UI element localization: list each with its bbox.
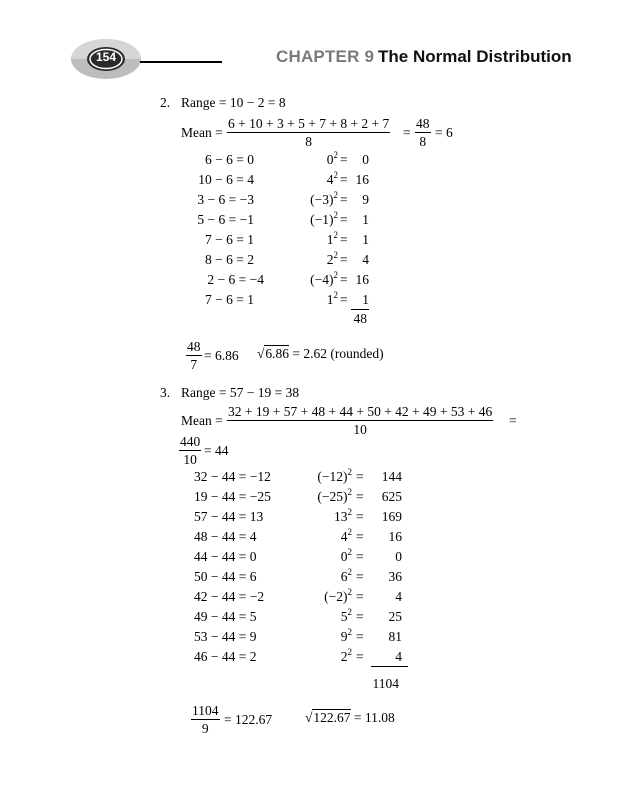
square-value: 169 bbox=[381, 509, 402, 524]
square-term: $5^2$ bbox=[340, 607, 352, 624]
square-term: $(-2)^2$ bbox=[324, 587, 352, 604]
header-rule bbox=[140, 61, 222, 63]
square-value: 1 bbox=[362, 232, 369, 247]
problem-3-mean-result: = 44 bbox=[204, 443, 229, 458]
square-value: 144 bbox=[381, 469, 402, 484]
square-eq: = bbox=[356, 589, 364, 604]
problem-2-mean-simplified bbox=[415, 116, 431, 150]
problem-2-mean-label: Mean = bbox=[181, 125, 223, 140]
square-value: 36 bbox=[388, 569, 402, 584]
problem-2-variance-den: 7 bbox=[186, 355, 202, 373]
deviation-row: 8 − 6 = 2 bbox=[205, 252, 254, 267]
square-term: $(-3)^2$ bbox=[310, 190, 338, 207]
square-value: 16 bbox=[388, 529, 402, 544]
square-term: $(-12)^2$ bbox=[317, 467, 352, 484]
square-value: 1 bbox=[362, 212, 369, 227]
deviation-row: 46 − 44 = 2 bbox=[194, 649, 257, 664]
problem-3-mean-label: Mean = bbox=[181, 413, 223, 428]
square-eq: = bbox=[340, 192, 348, 207]
deviation-row: 19 − 44 = −25 bbox=[194, 489, 271, 504]
deviation-row: 2 − 6 = −4 bbox=[207, 272, 264, 287]
square-eq: = bbox=[340, 232, 348, 247]
chapter-label: CHAPTER 9 bbox=[276, 47, 375, 66]
square-eq: = bbox=[356, 509, 364, 524]
square-term: $0^2$ bbox=[340, 547, 352, 564]
square-value: 25 bbox=[388, 609, 402, 624]
problem-2-mean-numerator: 6 + 10 + 3 + 5 + 7 + 8 + 2 + 7 bbox=[228, 116, 390, 131]
square-term: $2^2$ bbox=[326, 250, 338, 267]
problem-2-std-dev-result: = 2.62 (rounded) bbox=[292, 346, 384, 361]
square-eq: = bbox=[340, 272, 348, 287]
problem-2-mean-eq: = bbox=[403, 125, 411, 140]
square-eq: = bbox=[356, 569, 364, 584]
deviation-row: 44 − 44 = 0 bbox=[194, 549, 257, 564]
problem-2-sum: 48 bbox=[353, 311, 367, 326]
deviation-row: 10 − 6 = 4 bbox=[198, 172, 254, 187]
deviation-row: 6 − 6 = 0 bbox=[205, 152, 254, 167]
square-eq: = bbox=[356, 469, 364, 484]
problem-3-mean-simplified-den: 10 bbox=[179, 450, 201, 468]
sqrt-icon: √6.86 bbox=[257, 346, 290, 361]
problem-3-mean-numerator: 32 + 19 + 57 + 48 + 44 + 50 + 42 + 49 + 53 + 46 bbox=[228, 404, 493, 419]
problem-2-number: 2. bbox=[160, 95, 171, 110]
square-eq: = bbox=[356, 649, 364, 664]
deviation-row: 48 − 44 = 4 bbox=[194, 529, 257, 544]
square-term: $6^2$ bbox=[340, 567, 352, 584]
problem-2-mean-simplified-num: 48 bbox=[416, 116, 430, 131]
square-term: $1^2$ bbox=[326, 290, 338, 307]
problem-3-mean-denominator: 10 bbox=[227, 420, 493, 438]
square-eq: = bbox=[356, 609, 364, 624]
square-term: $13^2$ bbox=[334, 507, 352, 524]
problem-3-mean-simplified bbox=[179, 434, 201, 468]
square-term: $2^2$ bbox=[340, 647, 352, 664]
deviation-row: 49 − 44 = 5 bbox=[194, 609, 257, 624]
problem-3-number: 3. bbox=[160, 385, 171, 400]
deviation-row: 42 − 44 = −2 bbox=[194, 589, 265, 604]
problem-3-std-dev-result: = 11.08 bbox=[353, 710, 395, 725]
sqrt-icon: √122.67 bbox=[305, 710, 351, 725]
square-value: 9 bbox=[362, 192, 369, 207]
square-eq: = bbox=[356, 629, 364, 644]
problem-2-mean-simplified-den: 8 bbox=[415, 132, 431, 150]
square-value: 0 bbox=[395, 549, 402, 564]
square-term: $4^2$ bbox=[326, 170, 338, 187]
deviation-row: 3 − 6 = −3 bbox=[197, 192, 254, 207]
square-eq: = bbox=[340, 212, 348, 227]
problem-2-mean-fraction bbox=[227, 116, 390, 150]
problem-2-mean-result: = 6 bbox=[435, 125, 453, 140]
square-eq: = bbox=[356, 549, 364, 564]
problem-2-variance-result: = 6.86 bbox=[204, 348, 239, 363]
problem-3-mean-fraction bbox=[227, 404, 493, 438]
deviation-row: 7 − 6 = 1 bbox=[205, 292, 254, 307]
square-term: $4^2$ bbox=[340, 527, 352, 544]
deviation-row: 57 − 44 = 13 bbox=[194, 509, 264, 524]
square-value: 1 bbox=[362, 292, 369, 307]
problem-2-sum-rule bbox=[351, 309, 369, 310]
deviation-row: 53 − 44 = 9 bbox=[194, 629, 257, 644]
chapter-title: The Normal Distribution bbox=[378, 47, 572, 66]
problem-3-mean-simplified-num: 440 bbox=[180, 434, 201, 449]
problem-3-sum-rule bbox=[371, 666, 408, 667]
square-value: 16 bbox=[355, 272, 369, 287]
problem-2-std-dev bbox=[257, 346, 384, 362]
deviation-row: 50 − 44 = 6 bbox=[194, 569, 257, 584]
problem-3-variance-result: = 122.67 bbox=[224, 712, 273, 727]
problem-2-variance-num: 48 bbox=[187, 339, 201, 354]
square-term: $(-1)^2$ bbox=[310, 210, 338, 227]
problem-3-range: Range = 57 − 19 = 38 bbox=[181, 385, 300, 400]
square-eq: = bbox=[356, 489, 364, 504]
deviation-row: 32 − 44 = −12 bbox=[194, 469, 271, 484]
square-term: $9^2$ bbox=[340, 627, 352, 644]
deviation-row: 7 − 6 = 1 bbox=[205, 232, 254, 247]
problem-3-mean-trailing-eq: = bbox=[509, 413, 517, 428]
problem-3-variance-den: 9 bbox=[191, 719, 220, 737]
problem-3-sum: 1104 bbox=[372, 676, 399, 691]
square-term: $0^2$ bbox=[326, 150, 338, 167]
square-eq: = bbox=[356, 529, 364, 544]
square-value: 0 bbox=[362, 152, 369, 167]
deviation-row: 5 − 6 = −1 bbox=[197, 212, 254, 227]
page-number: 154 bbox=[95, 50, 117, 64]
square-term: $(-25)^2$ bbox=[317, 487, 352, 504]
square-value: 81 bbox=[388, 629, 402, 644]
problem-3-std-dev bbox=[305, 710, 395, 726]
square-value: 4 bbox=[395, 589, 402, 604]
square-value: 4 bbox=[362, 252, 369, 267]
square-term: $1^2$ bbox=[326, 230, 338, 247]
square-value: 4 bbox=[395, 649, 402, 664]
problem-3-variance-fraction bbox=[191, 703, 220, 737]
square-value: 16 bbox=[355, 172, 369, 187]
square-eq: = bbox=[340, 172, 348, 187]
square-eq: = bbox=[340, 152, 348, 167]
problem-2-variance-fraction bbox=[186, 339, 202, 373]
problem-3-variance-num: 1104 bbox=[192, 703, 219, 718]
square-eq: = bbox=[340, 252, 348, 267]
problem-2-mean-denominator: 8 bbox=[227, 132, 390, 150]
square-value: 625 bbox=[381, 489, 402, 504]
square-eq: = bbox=[340, 292, 348, 307]
square-term: $(-4)^2$ bbox=[310, 270, 338, 287]
problem-2-range: Range = 10 − 2 = 8 bbox=[181, 95, 286, 110]
